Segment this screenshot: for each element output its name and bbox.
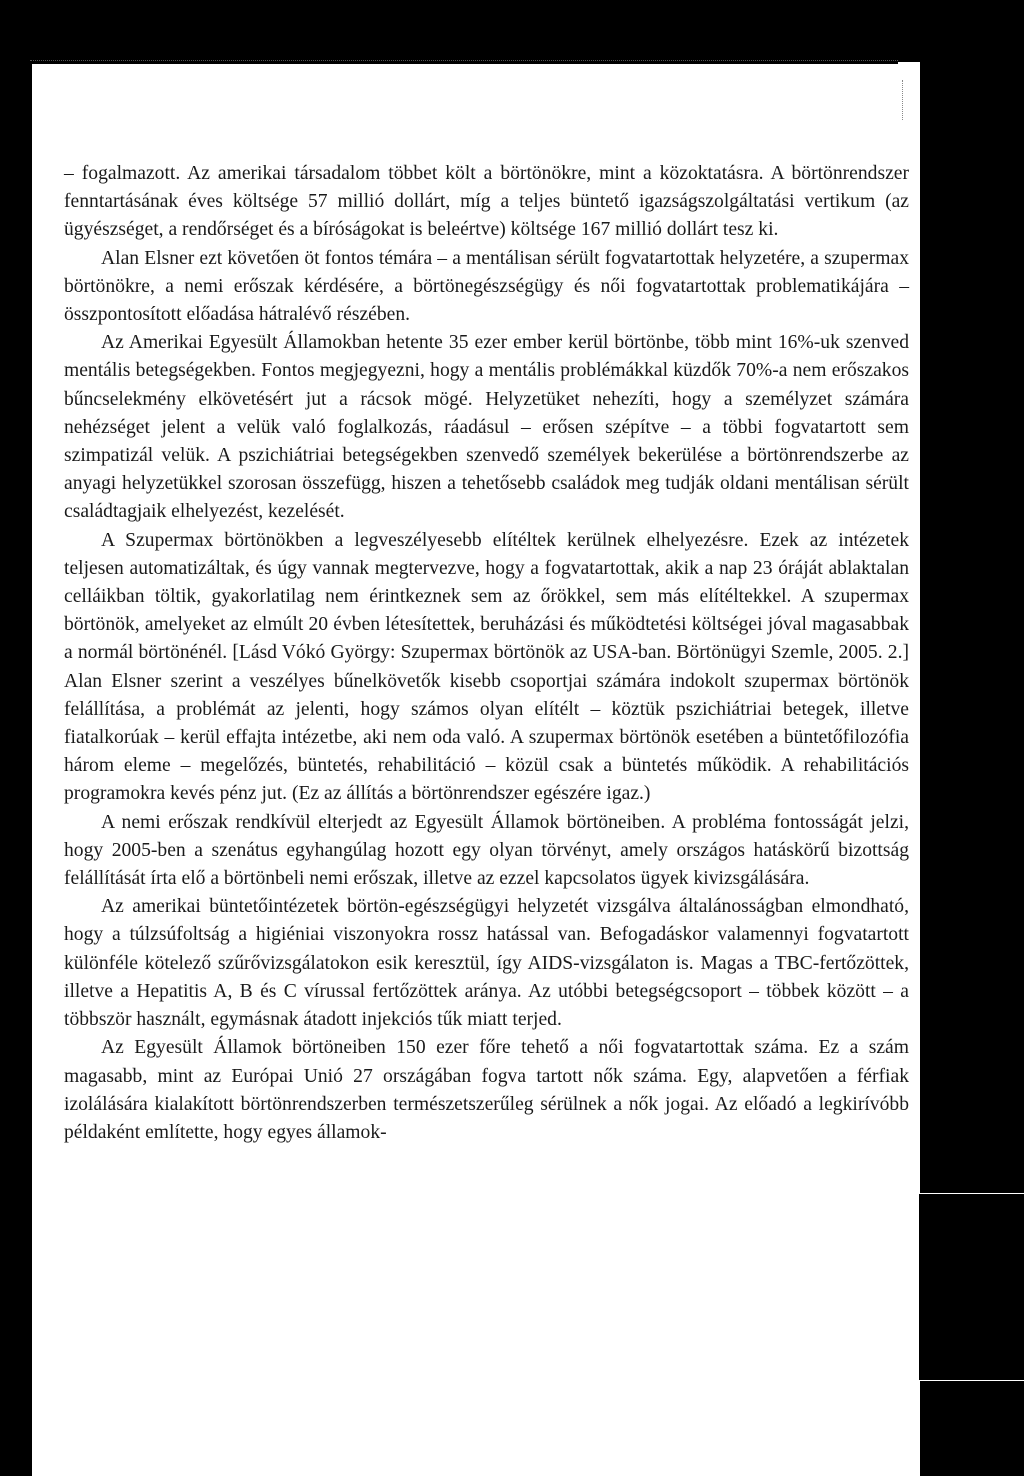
margin-block [919, 1193, 1024, 1381]
paragraph-5: A nemi erőszak rendkívül elterjedt az Egyesült Államok börtöneiben. A probléma fontosságát jelzi, hogy 2005-ben a szenátus egyhangúlag hozott egy olyan törvényt, amely országos hatáskörű bizottság felállítását írta elő a börtönbeli nemi erőszak, illetve az ezzel kapcsolatos ügyek kivizsgálására. [64, 811, 909, 890]
body-text [64, 160, 909, 1147]
paragraph-1: – fogalmazott. Az amerikai társadalom többet költ a börtönökre, mint a közoktatásra. A börtönrendszer fenntartásának éves költsége 57 millió dollárt, míg a teljes büntető igazságszolgáltatási vertikum (az ügyészséget, a rendőrséget és a bíróságokat is beleértve) költsége 167 millió dollárt tesz ki. [64, 163, 909, 241]
paragraph-2: Alan Elsner ezt követően öt fontos témára – a mentálisan sérült fogvatartottak helyzetére, a szupermax börtönökre, a nemi erőszak kérdésére, a börtönegészségügy és női fogvatartottak problematikájára – összpontosított előadása hátralévő részében. [64, 247, 909, 326]
top-rule [30, 62, 898, 64]
edge-line [902, 80, 903, 120]
paragraph-7: Az Egyesült Államok börtöneiben 150 ezer főre tehető a női fogvatartottak száma. Ez a szám magasabb, mint az Európai Unió 27 országában fogva tartott nők száma. Egy, alapvetően a férfiak izolálására kialakított börtönrendszerben természetszerűleg sérülnek a nők jogai. Az előadó a legkirívóbb példaként említette, hogy egyes államok- [64, 1037, 909, 1143]
paragraph-6: Az amerikai büntetőintézetek börtön-egészségügyi helyzetét vizsgálva általánosságban elmondható, hogy a túlzsúfoltság a higiéniai viszonyokra rossz hatással van. Befogadáskor valamennyi fogvatartott különféle kötelező szűrővizsgálatokon esik keresztül, így AIDS-vizsgálaton is. Magas a TBC-fertőzöttek, illetve a Hepatitis A, B és C vírussal fertőzöttek aránya. Az utóbbi betegségcsoport – többek között – a többször használt, egymásnak átadott injekciós tűk miatt terjed. [64, 896, 909, 1031]
top-rule-dotted [30, 60, 898, 61]
paragraph-4: A Szupermax börtönökben a legveszélyesebb elítéltek kerülnek elhelyezésre. Ezek az intézetek teljesen automatizáltak, és úgy vannak megtervezve, hogy a fogvatartottak, akik a nap 23 óráját ablaktalan celláikban töltik, gyakorlatilag nem érintkeznek sem az őrökkel, sem más elítéltekkel. A szupermax börtönök, amelyeket az elmúlt 20 évben létesítettek, beruházási és működtetési költségei jóval magasabbak a normál börtönénél. [Lásd Vókó György: Szupermax börtönök az USA-ban. Börtönügyi Szemle, 2005. 2.] Alan Elsner szerint a veszélyes bűnelkövetők kisebb csoportjai számára indokolt szupermax börtönök felállítása, a problémát az jelenti, hogy számos olyan elítélt – köztük pszichiátriai betegek, illetve fiatalkorúak – kerül effajta intézetbe, aki nem oda való. A szupermax börtönök esetében a büntetőfilozófia három eleme – megelőzés, büntetés, rehabilitáció – közül csak a büntetés működik. A rehabilitációs programokra kevés pénz jut. (Ez az állítás a börtönrendszer egészére igaz.) [64, 529, 909, 805]
paragraph-3: Az Amerikai Egyesült Államokban hetente 35 ezer ember kerül börtönbe, több mint 16%-uk szenved mentális betegségekben. Fontos megjegyezni, hogy a mentális problémákkal küzdők 70%-a nem erőszakos bűncselekmény elkövetésért jut a rácsok mögé. Helyzetüket nehezíti, hogy a személyzet számára nehézséget jelent a velük való foglalkozás, ráadásul – erősen szépítve – a többi fogvatartott sem szimpatizál velük. A pszichiátriai betegségekben szenvedő személyek bekerülése a börtönrendszerbe az anyagi helyzetükkel szorosan összefügg, hiszen a tehetősebb családok meg tudják oldani mentálisan sérült családtagjaik elhelyezést, kezelését. [64, 332, 909, 523]
